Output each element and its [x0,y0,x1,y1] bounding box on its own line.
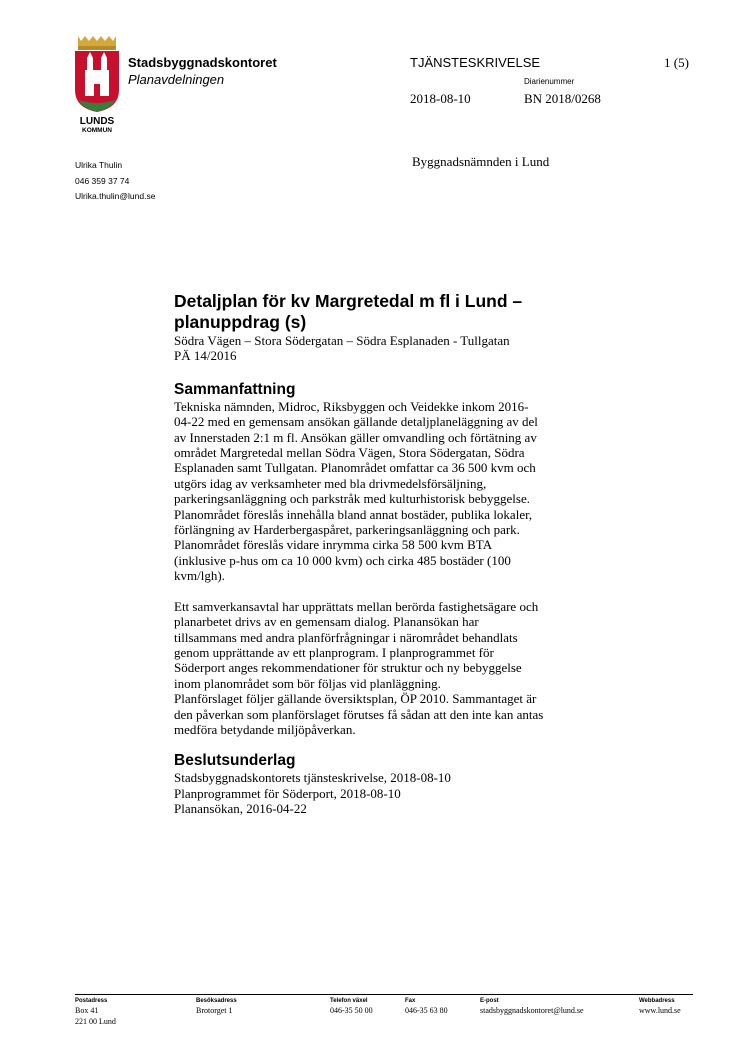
page-number: 1 (5) [664,55,689,70]
paragraph-line: utgörs idag av verksamheter med bla drivmedelsförsäljning, [174,475,487,491]
paragraph-line: 04-22 med en gemensam ansökan gällande detaljplaneläggning av del [174,414,538,430]
paragraph-line: tillsammans med andra planförfrågningar i närområdet behandlats [174,629,518,645]
footer-label: Telefon växel [330,998,368,1004]
footer-label: Fax [405,998,416,1004]
document-body [174,291,614,817]
summary-paragraph-2 [174,599,614,738]
document-type: TJÄNSTESKRIVELSE [410,55,541,70]
footer-label: Besöksadress [196,998,237,1004]
recipient: Byggnadsnämnden i Lund [412,154,550,169]
paragraph-line: Planförslaget följer gällande översiktsplan, ÖP 2010. Sammantaget är [174,691,537,707]
footer-label: Postadress [75,998,108,1004]
contact-email: Ulrika.thulin@lund.se [75,191,156,201]
paragraph-line: den påverkan som planförslaget förutses få sådan att den inte kan antas [174,706,544,722]
svg-text:KOMMUN: KOMMUN [82,127,112,134]
document-title [174,291,614,333]
contact-name: Ulrika Thulin [75,160,123,170]
footer-label: E-post [480,998,499,1004]
paragraph-line: kvm/lgh). [174,568,225,584]
basis-item: Planansökan, 2016-04-22 [174,801,307,817]
summary-heading: Sammanfattning [174,380,296,398]
paragraph-line: genom upprättande av ett planprogram. I planprogrammet för [174,644,494,660]
footer-value: 046-35 63 80 [405,1006,448,1015]
org-department: Planavdelningen [128,72,225,87]
footer-fax [405,997,448,1016]
paragraph-line: planarbetet drivs av en gemensam dialog. Planansökan har [174,614,479,630]
coat-of-arms-icon [72,34,122,134]
footer-label: Webbadress [639,998,675,1004]
subtitle-line: PÄ 14/2016 [174,348,237,364]
footer-value: 046-35 50 00 [330,1006,373,1015]
footer-webb [639,997,681,1016]
footer-value: stadsbyggnadskontoret@lund.se [480,1006,584,1015]
document-date: 2018-08-10 [410,91,471,106]
footer-value: 221 00 Lund [75,1017,116,1026]
footer-telefon [330,997,373,1016]
paragraph-line: inom planområdet som bör följas vid planläggning. [174,675,441,691]
footer-value: www.lund.se [639,1006,681,1015]
basis-item: Stadsbyggnadskontorets tjänsteskrivelse, 2018-08-10 [174,770,451,786]
org-name: Stadsbyggnadskontoret [128,55,277,70]
contact-phone: 046 359 37 74 [75,175,130,186]
contact-block [75,158,155,205]
lunds-kommun-logo [72,34,122,134]
paragraph-line: av Innerstaden 2:1 m fl. Ansökan gäller omvandling och förtätning av [174,429,537,445]
footer-epost [480,997,584,1016]
paragraph-line: (inklusive p-hus om ca 10 000 kvm) och cirka 485 bostäder (100 [174,552,511,568]
basis-item: Planprogrammet för Söderport, 2018-08-10 [174,785,401,801]
basis-list [174,770,614,816]
paragraph-line: parkeringsanläggning och parkstråk med kulturhistorisk bebyggelse. [174,491,530,507]
footer-value: Box 41 [75,1006,99,1015]
paragraph-line: Planområdet föreslås vidare inrymma cirka 58 500 kvm BTA [174,537,493,553]
summary-paragraph-1 [174,399,614,584]
paragraph-line: Tekniska nämnden, Midroc, Riksbyggen och Veidekke inkom 2016- [174,398,529,414]
footer-value: Brotorget 1 [196,1006,233,1015]
paragraph-line: Planområdet föreslås innehålla bland annat bostäder, publika lokaler, [174,506,533,522]
footer-postadress [75,997,116,1027]
paragraph-line: medföra betydande miljöpåverkan. [174,721,356,737]
paragraph-line: området Margretedal mellan Södra Vägen, Stora Södergatan, Södra [174,445,525,461]
footer-divider [75,994,693,995]
paragraph-line: förlängning av Harderbergaspåret, parkeringsanläggning och park. [174,522,520,538]
footer-besoksadress [196,997,237,1016]
title-line: Detaljplan för kv Margretedal m fl i Lund – [174,291,523,311]
document-number: BN 2018/0268 [524,91,601,106]
title-line: planuppdrag (s) [174,312,307,332]
basis-heading: Beslutsunderlag [174,752,296,770]
paragraph-line: Esplanaden samt Tullgatan. Planområdet omfattar ca 36 500 kvm och [174,460,536,476]
diarienummer-label: Diarienummer [524,77,575,86]
paragraph-line: Ett samverkansavtal har upprättats mellan berörda fastighetsägare och [174,598,539,614]
subtitle-line: Södra Vägen – Stora Södergatan – Södra Esplanaden - Tullgatan [174,333,510,348]
paragraph-line: Söderport anges rekommendationer för struktur och ny bebyggelse [174,660,522,676]
svg-text:LUNDS: LUNDS [79,116,115,127]
